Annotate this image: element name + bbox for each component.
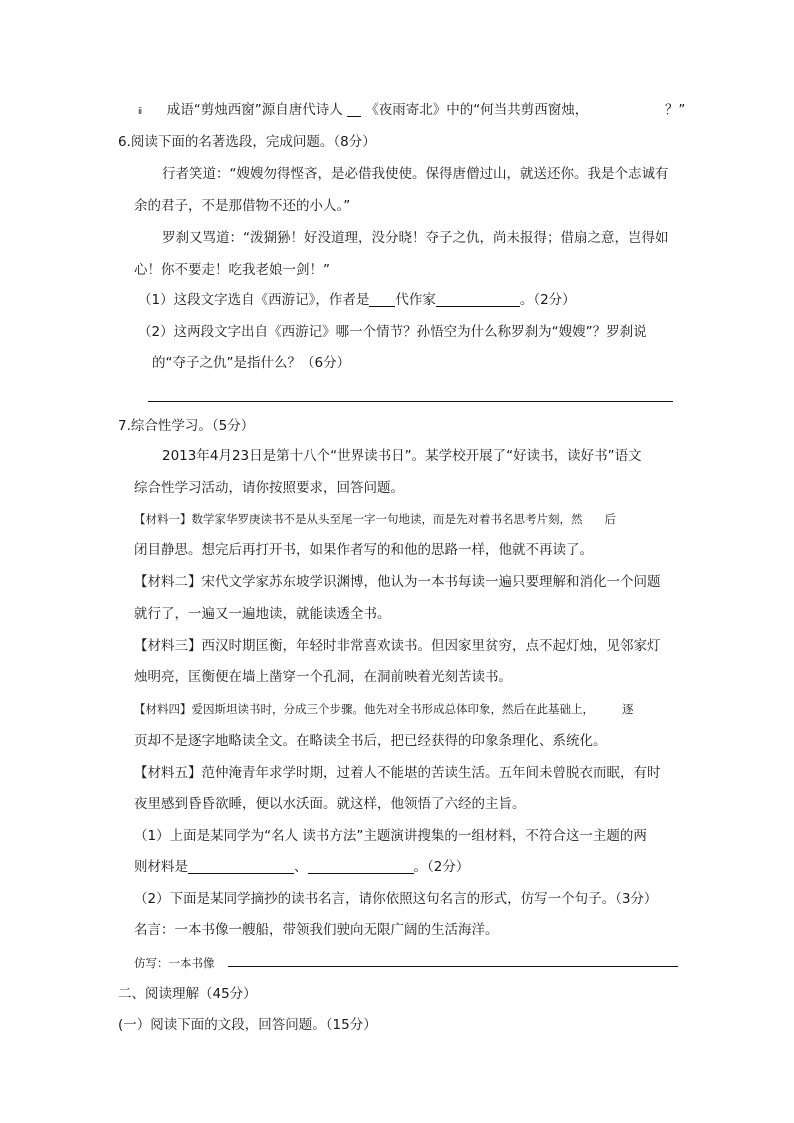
q7-blank-material-b[interactable] [308, 859, 414, 874]
q7-material3-line2: 烛明亮，匡衡便在墙上凿穿一个孔洞，在洞前映着光刻苦读书。 [134, 669, 512, 685]
q6-passage2-line2: 心！你不要走！吃我老娘一剑！” [134, 262, 330, 278]
q7-sub1-line1: （1）上面是某同学为“名人 读书方法”主题演讲搜集的一组材料，不符合这一主题的两 [134, 828, 647, 844]
q7-sub1-line2 [134, 857, 469, 877]
q7-material5-line1: 【材料五】范仲淹青年求学时期，过着人不能堪的苦读生活。五年间未曾脱衣而眠，有时 [134, 765, 661, 781]
q7-blank-material-a[interactable] [188, 859, 294, 874]
q6-title: 6.阅读下面的名著选段，完成问题。（8分） [118, 134, 376, 150]
q5-blank-poet[interactable] [347, 102, 361, 117]
q7-material4-tail: 逐 [622, 702, 634, 716]
q7-material5-line2: 夜里感到昏昏欲睡，便以水沃面。就这样，他领悟了六经的主旨。 [134, 796, 526, 812]
q6-blank-author[interactable] [436, 292, 520, 307]
q5-text: 成语“剪烛西窗”源自唐代诗人 [166, 102, 343, 118]
q7-sub2: （2）下面是某同学摘抄的读书名言，请你依照这句名言的形式，仿写一个句子。（3分） [134, 891, 658, 907]
q7-material4-line1 [134, 699, 634, 719]
q7-material4-line2: 页却不是逐字地略读全文。在略读全书后，把已经获得的印象条理化、系统化。 [134, 733, 607, 749]
q6-answer-line[interactable] [148, 401, 673, 402]
q7-material1-tail: 后 [604, 512, 616, 526]
q7-imitate-answer-line[interactable] [228, 966, 678, 967]
q7-intro-line1: 2013年4月23日是第十八个“世界读书日”。某学校开展了“好读书，读好书”语文 [162, 448, 642, 464]
q7-material1-line1 [134, 509, 616, 529]
q5-end: ？” [664, 102, 686, 118]
q5-marker: ⅱ [138, 107, 143, 117]
q7-title: 7.综合性学习。（5分） [118, 418, 255, 434]
q7-material2-line2: 就行了，一遍又一遍地读，就能读透全书。 [134, 606, 391, 622]
q7-material4-text: 【材料四】爱因斯坦读书时，分成三个步骤。他先对全书形成总体印象，然后在此基础上， [134, 702, 594, 716]
q7-intro-line2: 综合性学习活动，请你按照要求，回答问题。 [134, 480, 404, 496]
q6-sub2-line2: 的“夺子之仇”是指什么？（6分） [152, 355, 351, 371]
q6-passage2-line1: 罗刹又骂道：“泼猢狲！好没道理，没分晓！夺子之仇，尚未报得；借扇之意，岂得如 [162, 230, 669, 246]
q7-sub1-text: 则材料是 [134, 859, 188, 875]
q7-material1-line2: 闭目静思。想完后再打开书，如果作者写的和他的思路一样，他就不再读了。 [134, 542, 593, 558]
q7-material3-line1: 【材料三】西汉时期匡衡，年轻时非常喜欢读书。但因家里贫穷，点不起灯烛，见邻家灯 [134, 638, 661, 654]
q6-sub1 [138, 290, 576, 310]
q6-sub2-line1: （2）这两段文字出自《西游记》哪一个情节？孙悟空为什么称罗刹为“嫂嫂”？罗刹说 [138, 324, 647, 340]
q7-sub1-separator: 、 [294, 859, 308, 875]
q6-sub1-score: 。（2分） [519, 292, 576, 308]
q7-imitate-label: 仿写：一本书像 [134, 956, 215, 970]
q7-material1-text: 【材料一】数学家华罗庚读书不是从头至尾一字一句地读，而是先对着书名思考片刻，然 [134, 512, 583, 526]
q7-quote: 名言：一本书像一艘船，带领我们驶向无限广阔的生活海洋。 [134, 922, 499, 938]
q7-material2-line1: 【材料二】宋代文学家苏东坡学识渊博，他认为一本书每读一遍只要理解和消化一个问题 [134, 574, 661, 590]
q7-sub1-score: 。（2分） [413, 859, 470, 875]
q5-text2: 《夜雨寄北》中的“何当共剪西窗烛， [365, 102, 589, 118]
q5-line [138, 100, 685, 122]
q6-passage1-line2: 余的君子，不是那借物不还的小人。” [134, 198, 351, 214]
q6-sub1-text-b: 代作家 [395, 292, 436, 308]
section2-subtitle: (一）阅读下面的文段，回答问题。（15分） [118, 1017, 377, 1033]
q6-sub1-text: （1）这段文字选自《西游记》，作者是 [138, 292, 370, 308]
q6-blank-dynasty[interactable] [369, 292, 395, 307]
q6-passage1-line1: 行者笑道：“嫂嫂勿得悭吝，是必借我使使。保得唐僧过山，就送还你。我是个志诚有 [162, 166, 669, 182]
section2-title: 二、阅读理解（45分） [118, 986, 257, 1002]
